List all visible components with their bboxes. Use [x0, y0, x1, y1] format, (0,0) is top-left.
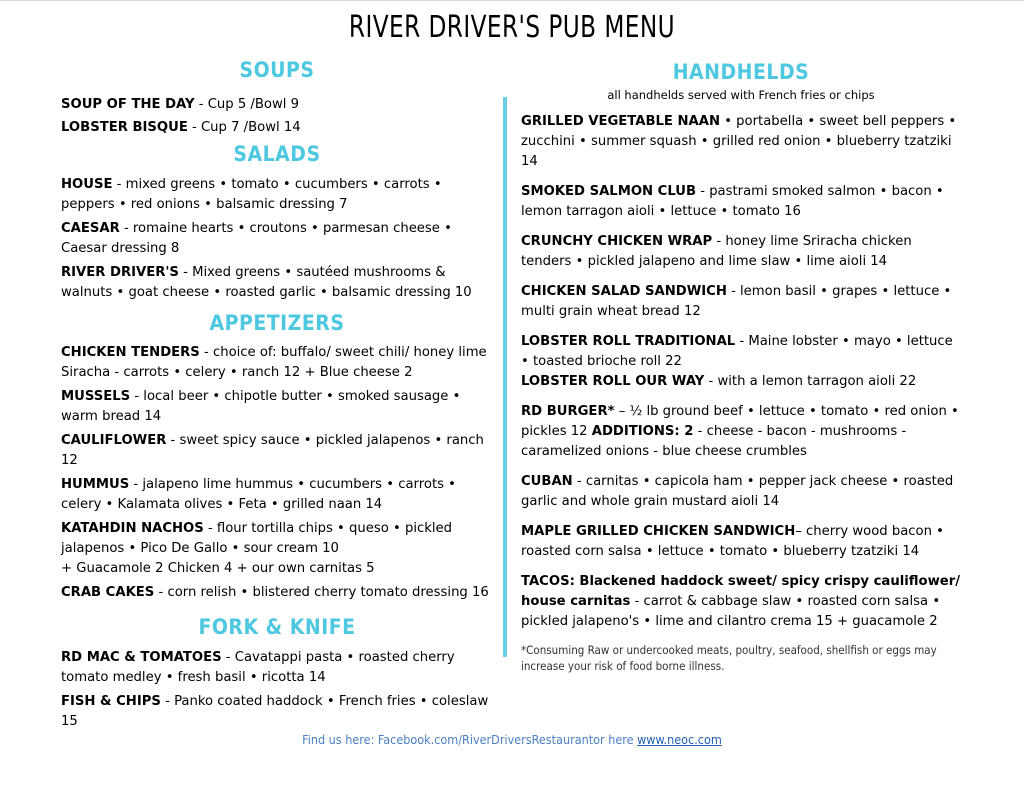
menu-item — [521, 572, 961, 632]
menu-item — [521, 372, 961, 392]
menu-item — [61, 692, 493, 732]
item-name: LOBSTER ROLL TRADITIONAL — [521, 334, 736, 349]
item-desc: - Cup 5 /Bowl 9 — [194, 97, 300, 112]
item-name: MAPLE GRILLED CHICKEN SANDWICH — [521, 524, 796, 539]
section-title-soups: SOUPS — [239, 58, 315, 82]
item-additions-label: ADDITIONS: 2 — [591, 424, 694, 439]
footer-facebook[interactable]: : Facebook.com/RiverDriversRestaurant — [370, 732, 594, 747]
item-desc: - jalapeno lime hummus • cucumbers • carrots • celery • Kalamata olives • Feta • grilled naan 14 — [61, 477, 456, 512]
item-desc: - Cavatappi pasta • roasted cherry tomato medley • fresh basil • ricotta 14 — [61, 650, 455, 685]
item-desc: – ½ lb ground beef • lettuce • tomato • red onion • pickles 12 — [521, 404, 959, 439]
menu-item — [521, 282, 961, 322]
handhelds-subtitle: all handhelds served with French fries or chips — [607, 88, 875, 102]
menu-item — [521, 232, 961, 272]
item-desc: - corn relish • blistered cherry tomato dressing 16 — [154, 585, 489, 600]
item-name: HUMMUS — [61, 477, 130, 492]
menu-item — [521, 472, 961, 512]
footer-find-label: Find us here — [302, 732, 371, 747]
menu-item — [61, 387, 493, 427]
item-name: LOBSTER ROLL OUR WAY — [521, 374, 705, 389]
appetizers-list — [61, 343, 493, 603]
item-desc: - carrot & cabbage slaw • roasted corn salsa • pickled jalapeno's • lime and cilantro crema 15 + guacamole 2 — [521, 594, 941, 629]
footer-or-here: or here — [593, 732, 638, 747]
column-divider — [503, 97, 507, 657]
menu-item — [61, 175, 493, 215]
item-desc: • portabella • sweet bell peppers • zucchini • summer squash • grilled red onion • blueberry tzatziki 14 — [521, 114, 957, 169]
menu-item — [61, 519, 493, 559]
fork-knife-list — [61, 648, 493, 732]
item-desc: - local beer • chipotle butter • smoked sausage • warm bread 14 — [61, 389, 461, 424]
item-desc: - Cup 7 /Bowl 14 — [187, 120, 301, 135]
menu-item — [521, 112, 961, 172]
left-column — [61, 60, 493, 732]
menu-item — [61, 583, 493, 603]
item-name: SMOKED SALMON CLUB — [521, 184, 697, 199]
item-name: MUSSELS — [61, 389, 131, 404]
menu-title: RIVER DRIVER'S PUB MENU — [348, 10, 676, 45]
item-name: FISH & CHIPS — [61, 694, 161, 709]
item-desc: - pastrami smoked salmon • bacon • lemon tarragon aioli • lettuce • tomato 16 — [521, 184, 944, 219]
item-desc: - sweet spicy sauce • pickled jalapenos • ranch 12 — [61, 433, 484, 468]
item-name: GRILLED VEGETABLE NAAN — [521, 114, 721, 129]
menu-item — [61, 431, 493, 471]
item-desc: - Maine lobster • mayo • lettuce • toasted brioche roll 22 — [521, 334, 953, 369]
item-desc: - Mixed greens • sautéed mushrooms & walnuts • goat cheese • roasted garlic • balsamic dressing 10 — [61, 265, 472, 300]
food-safety-footnote: *Consuming Raw or undercooked meats, poultry, seafood, shellfish or eggs may increase your risk of food borne illness. — [521, 643, 937, 673]
item-name: RIVER DRIVER'S — [61, 265, 179, 280]
item-desc: - honey lime Sriracha chicken tenders • pickled jalapeno and lime slaw • lime aioli 14 — [521, 234, 912, 269]
menu-item — [521, 402, 961, 462]
section-title-handhelds: HANDHELDS — [672, 60, 810, 84]
item-name: CHICKEN TENDERS — [61, 345, 200, 360]
item-desc: - flour tortilla chips • queso • pickled jalapenos • Pico De Gallo • sour cream 10 — [61, 521, 453, 556]
menu-item — [521, 332, 961, 372]
item-name: SOUP OF THE DAY — [61, 97, 195, 112]
soups-list — [61, 95, 493, 138]
footer-website-link[interactable]: www.neoc.com — [637, 732, 722, 747]
menu-item — [61, 475, 493, 515]
menu-item — [61, 648, 493, 688]
section-title-appetizers: APPETIZERS — [209, 311, 345, 335]
item-name: HOUSE — [61, 177, 113, 192]
menu-item — [61, 343, 493, 383]
item-additions: - cheese - bacon - mushrooms - caramelized onions - blue cheese crumbles — [521, 424, 907, 459]
item-name: CAESAR — [61, 221, 120, 236]
menu-item — [521, 522, 961, 562]
item-name: CHICKEN SALAD SANDWICH — [521, 284, 727, 299]
top-rule — [0, 0, 1024, 1]
footer — [0, 732, 1024, 747]
salads-list — [61, 175, 493, 303]
handhelds-list — [521, 112, 961, 674]
item-name: CRUNCHY CHICKEN WRAP — [521, 234, 713, 249]
item-name: LOBSTER BISQUE — [61, 120, 188, 135]
item-desc: - choice of: buffalo/ sweet chili/ honey lime Siracha - carrots • celery • ranch 12 + Blue cheese 2 — [61, 345, 487, 380]
item-name: TACOS: Blackened haddock sweet/ spicy crispy cauliflower/ house carnitas — [521, 574, 961, 609]
item-name: RD MAC & TOMATOES — [61, 650, 222, 665]
right-column — [521, 62, 961, 674]
item-desc: - Panko coated haddock • French fries • coleslaw 15 — [61, 694, 489, 729]
menu-item — [61, 95, 493, 115]
item-desc: - romaine hearts • croutons • parmesan cheese • Caesar dressing 8 — [61, 221, 452, 256]
section-title-salads: SALADS — [233, 142, 321, 166]
item-name: KATAHDIN NACHOS — [61, 521, 204, 536]
menu-item — [61, 118, 493, 138]
menu-item — [61, 219, 493, 259]
item-desc: - with a lemon tarragon aioli 22 — [704, 374, 917, 389]
menu-item — [61, 263, 493, 303]
item-desc: – cherry wood bacon • roasted corn salsa • lettuce • tomato • blueberry tzatziki 14 — [521, 524, 944, 559]
item-name: CRAB CAKES — [61, 585, 155, 600]
item-desc: - lemon basil • grapes • lettuce • multi grain wheat bread 12 — [521, 284, 952, 319]
item-name: RD BURGER* — [521, 404, 615, 419]
item-desc: - mixed greens • tomato • cucumbers • carrots • peppers • red onions • balsamic dressing 7 — [61, 177, 442, 212]
section-title-fork-knife: FORK & KNIFE — [198, 615, 356, 639]
item-name: CAULIFLOWER — [61, 433, 167, 448]
item-desc: - carnitas • capicola ham • pepper jack cheese • roasted garlic and whole grain mustard aioli 14 — [521, 474, 954, 509]
item-name: CUBAN — [521, 474, 573, 489]
menu-item — [521, 182, 961, 222]
item-extra: + Guacamole 2 Chicken 4 + our own carnitas 5 — [61, 561, 375, 576]
